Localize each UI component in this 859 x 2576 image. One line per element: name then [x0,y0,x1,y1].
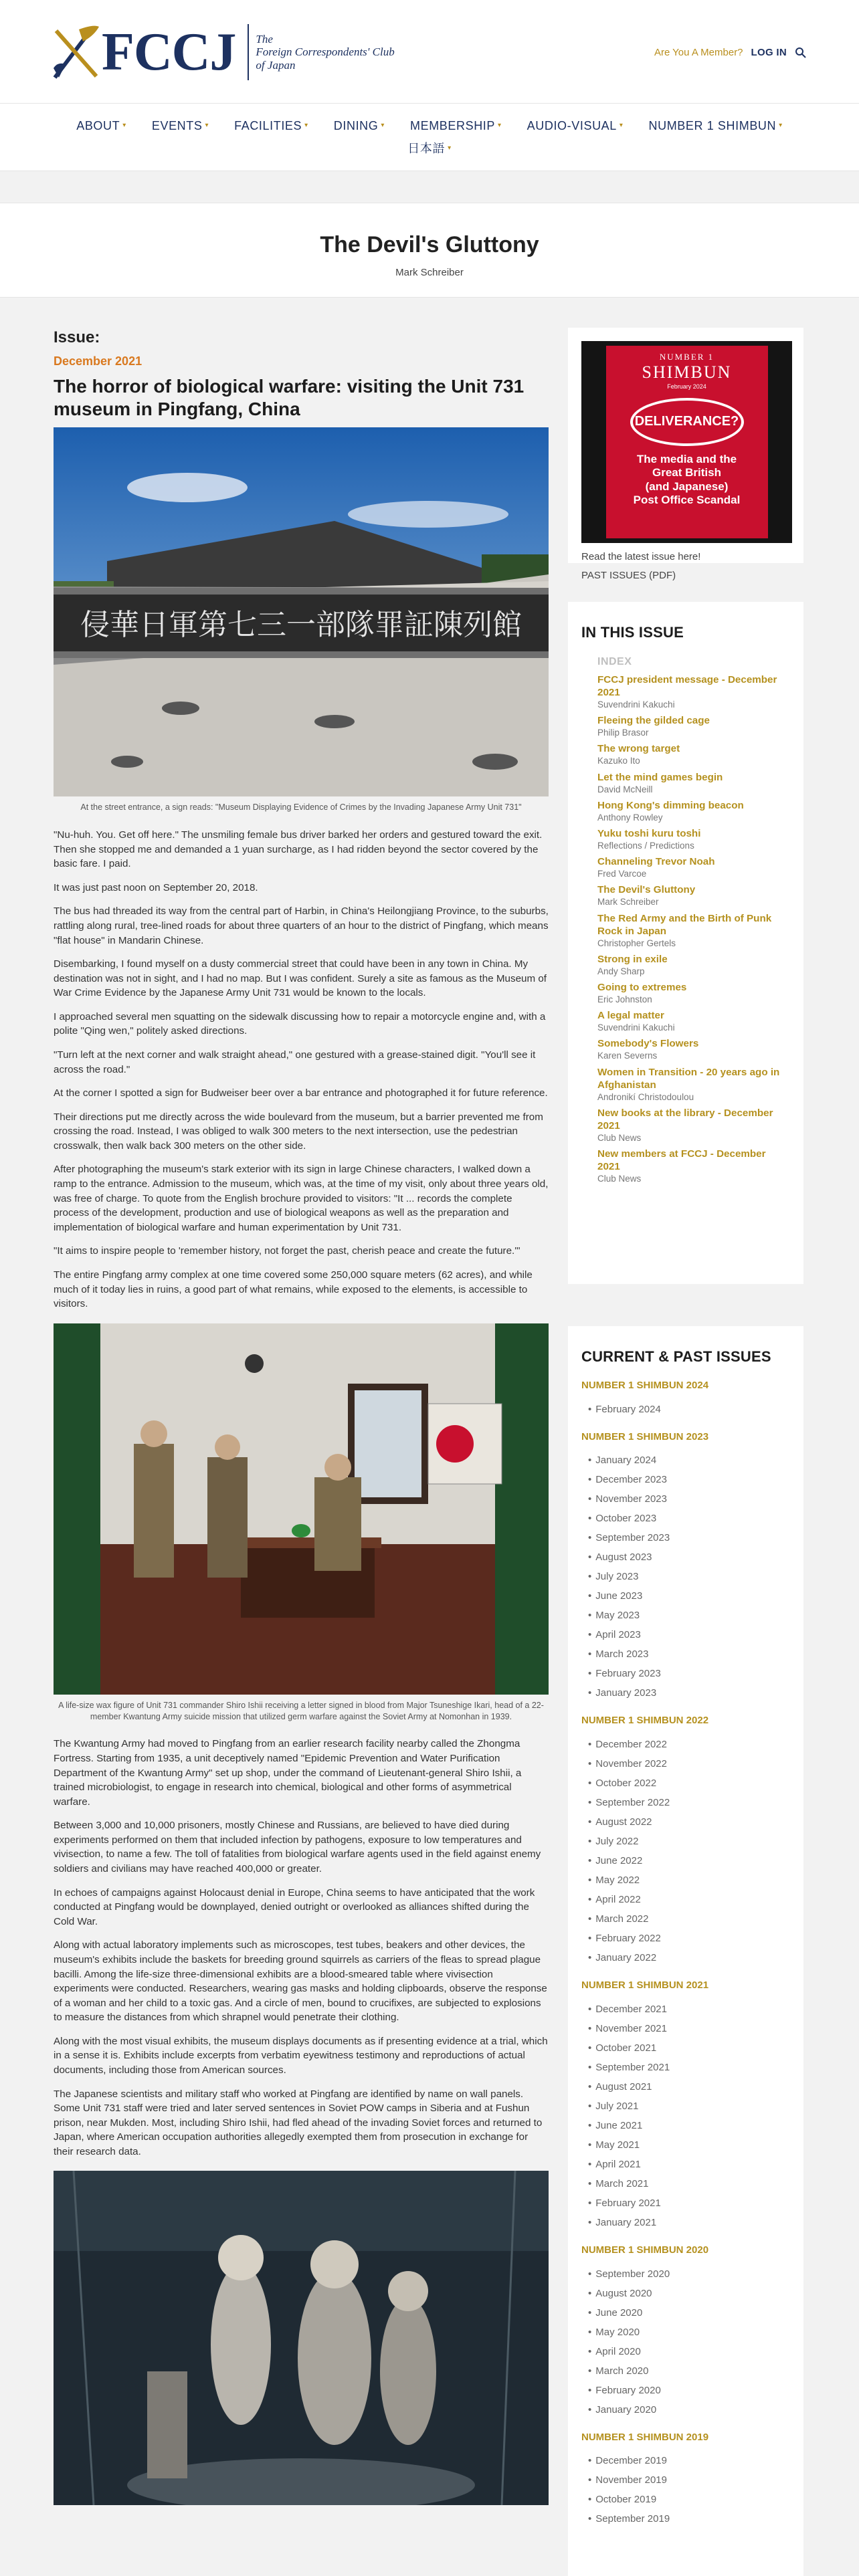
toc-item-title[interactable]: A legal matter [597,1010,664,1022]
toc-item-author: Reflections / Predictions [597,841,694,851]
nav-item-japanese[interactable] [407,140,451,157]
past-issue-month-link[interactable]: • April 2021 [588,2155,790,2174]
logo-text: FCCJ [102,23,236,82]
past-issue-year-heading[interactable]: NUMBER 1 SHIMBUN 2020 [581,2244,709,2256]
past-issue-month-link[interactable]: • June 2021 [588,2116,790,2135]
past-issue-month-link[interactable]: • June 2020 [588,2303,790,2323]
nav-item-about[interactable] [76,117,126,134]
in-this-issue-box [568,602,803,1284]
toc-item-author: Andronikí Christodoulou [597,1091,694,1102]
chevron-down-icon: ▾ [304,121,308,129]
past-issue-month-link[interactable]: • May 2021 [588,2135,790,2155]
nav-row [0,117,859,134]
article-paragraph: "Turn left at the next corner and walk straight ahead," one gestured with a grease-stained digit. "You'll see it across the road." [54,1049,536,1075]
toc-item-title[interactable]: The Devil's Gluttony [597,884,696,896]
toc-item-author: Philip Brasor [597,728,649,738]
article-paragraph: Between 3,000 and 10,000 prisoners, mostly Chinese and Russians, are believed to have died during experiments performed on them that included infection by pathogens, exposure to low temperatures and vivisection, to name a few. The toll of fatalities from biological warfare agents used in the field against enemy soldiers and civilians may have reached 400,000 or greater. [54,1820,541,1875]
nav-label: ABOUT [76,119,120,132]
toc-item [597,912,790,949]
toc-item-title[interactable]: Women in Transition - 20 years ago in Afghanistan [597,1066,780,1091]
login-link[interactable]: LOG IN [751,47,787,58]
past-issue-month-link[interactable]: • November 2021 [588,2019,790,2038]
issue-date[interactable]: December 2021 [54,354,142,368]
logo-subtitle [256,33,394,72]
toc-item [597,981,790,1005]
logo-sub-line: Foreign Correspondents' Club [256,45,395,59]
article-body-2 [54,1737,549,2159]
past-issues-heading: CURRENT & PAST ISSUES [581,1348,771,1365]
past-issue-month-link[interactable]: • October 2021 [588,2038,790,2058]
past-issue-month-link[interactable]: • September 2020 [588,2264,790,2284]
past-issue-month-list [581,1735,790,1967]
toc-item [597,799,790,823]
toc-item [597,714,790,738]
nav-item-facilities[interactable] [234,117,308,134]
toc-item [597,1037,790,1061]
past-issue-month-link[interactable]: • November 2023 [588,1489,790,1509]
toc-item-author: Club News [597,1132,642,1143]
past-issue-group [581,1978,790,2232]
toc-item-title[interactable]: Fleeing the gilded cage [597,715,710,727]
toc-item-author: Christopher Gertels [597,938,676,948]
past-issue-month-link[interactable]: • February 2023 [588,1664,790,1683]
toc-item-title[interactable]: Somebody's Flowers [597,1038,699,1050]
past-issues-pdf-link[interactable]: PAST ISSUES (PDF) [581,569,676,581]
toc-item-title[interactable]: Let the mind games begin [597,771,723,783]
past-issue-month-link[interactable]: • September 2021 [588,2058,790,2077]
article-paragraph: Along with actual laboratory implements such as microscopes, test tubes, beakers and other devices, the museum's exhibits include the baskets for breeding ground squirrels as carriers of the fleas to spread plague bacilli. Among the life-size three-dimensional exhibits are a blood-smeared table where vivisection experiments were conducted. Researchers, wearing gas masks and holding clipboards, observe the response of a woman and her child to a toxic gas. And a circle of men, bound to crucifixes, are subjected to explosions to measure the distances from which shrapnel would penetrate their clothing. [54,1939,547,2024]
logo-sub-line: of Japan [256,58,296,72]
logo-divider [248,24,249,80]
cover-masthead-shimbun: SHIMBUN [642,362,732,382]
past-issue-month-link[interactable]: • July 2022 [588,1832,790,1851]
past-issue-month-list [581,1451,790,1703]
photo-sign-text: 侵華日軍第七三一部隊罪証陳列館 [80,608,522,643]
page-title: The Devil's Gluttony [320,232,539,257]
chevron-down-icon: ▾ [779,121,783,129]
past-issue-month-link[interactable]: • July 2021 [588,2097,790,2116]
past-issue-month-link[interactable]: • December 2021 [588,2000,790,2019]
fccj-logo[interactable] [52,24,395,80]
chevron-down-icon: ▾ [619,121,624,129]
toc-item-title[interactable]: New members at FCCJ - December 2021 [597,1148,766,1172]
toc-item [597,1148,790,1184]
past-issue-month-link[interactable]: • January 2022 [588,1948,790,1967]
nav-label: NUMBER 1 SHIMBUN [648,119,777,132]
past-issue-month-link[interactable]: • May 2023 [588,1606,790,1625]
past-issue-month-link[interactable]: • February 2024 [588,1400,790,1419]
past-issue-month-link[interactable]: • April 2023 [588,1625,790,1644]
chevron-down-icon: ▾ [205,121,209,129]
past-issue-month-link[interactable]: • October 2023 [588,1509,790,1528]
article-paragraph: Along with the most visual exhibits, the museum displays documents as if presenting evidence at a trial, which in a sense it is. Exhibits include excerpts from verbatim eyewitness testimony and reproductions of actual documents, including those from American sources. [54,2035,548,2076]
cover-headline: DELIVERANCE? [630,398,744,446]
past-issue-year-heading[interactable]: NUMBER 1 SHIMBUN 2022 [581,1715,709,1727]
toc-item [597,1066,790,1103]
past-issue-month-link[interactable]: • October 2019 [588,2490,790,2509]
toc-item [597,883,790,907]
figure-museum-entrance [54,427,549,813]
logo-sub-line: The [256,32,273,45]
chevron-down-icon: ▾ [448,144,452,152]
past-issue-month-link[interactable]: • November 2019 [588,2470,790,2490]
page-author: Mark Schreiber [395,267,464,279]
article [54,326,549,2505]
toc-list [581,654,790,1184]
nav-label: DINING [333,119,379,132]
article-paragraph: The Kwantung Army had moved to Pingfang from an earlier research facility nearby called the Zhongma Fortress. Starting from 1935, a unit deceptively named "Epidemic Prevention and Water Purification Department of the Kwantung Army" set up shop, under the command of Lieutenant-general Shiro Ishii, a trained microbiologist, to engage in research into chemical, biological and other forms of asymmetrical warfare. [54,1738,522,1808]
toc-item [597,1107,790,1144]
toc-item-author: Suvendrini Kakuchi [597,700,675,710]
toc-item [597,953,790,977]
article-paragraph: At the corner I spotted a sign for Budweiser beer over a bar entrance and photographed it for future reference. [54,1087,548,1099]
toc-item-title[interactable]: The wrong target [597,743,680,755]
past-issue-year-heading[interactable]: NUMBER 1 SHIMBUN 2019 [581,2431,709,2443]
past-issue-month-link[interactable]: • May 2022 [588,1870,790,1890]
article-paragraph: After photographing the museum's stark exterior with its sign in large Chinese characters, I walked down a ramp to the entrance. Admission to the museum, which was, at the time of my visit, only about three years old, was free of charge. To quote from the English brochure provided to visitors: "It ... records the complete process of the development, production and use of biological weapons as well as the preparation and implementation of biological warfare and human experimentation by Unit 731. [54,1164,549,1233]
toc-item-title[interactable]: FCCJ president message - December 2021 [597,674,777,699]
in-this-issue-heading: IN THIS ISSUE [581,624,684,641]
latest-issue-box [568,328,803,581]
nav-item-number1-shimbun[interactable] [649,117,783,134]
past-issue-year-heading[interactable]: NUMBER 1 SHIMBUN 2023 [581,1430,709,1442]
toc-item-author: Karen Severns [597,1051,658,1061]
article-paragraph: The entire Pingfang army complex at one time covered some 250,000 square meters (62 acres), and while much of it today lies in ruins, a good part of what remains, while exposed to the elements, is accessible to visitors. [54,1269,533,1310]
past-issue-month-link[interactable]: • December 2023 [588,1470,790,1489]
museum-entrance-photo [54,427,549,796]
past-issue-month-link[interactable]: • September 2022 [588,1793,790,1812]
wax-figure-photo [54,1323,549,1695]
past-issue-year-heading[interactable]: NUMBER 1 SHIMBUN 2021 [581,1979,709,1992]
past-issue-month-link[interactable]: • January 2021 [588,2213,790,2232]
past-issue-month-link[interactable]: • October 2022 [588,1774,790,1793]
article-paragraph: Disembarking, I found myself on a dusty commercial street that could have been in any town in China. My destination was not in sight, and I had no map. But I was confident. Surely a site as famous as the Museum of War Crime Evidence by the Japanese Army Unit 731 would be known to the locals. [54,958,547,999]
past-issue-month-link[interactable]: • August 2020 [588,2284,790,2303]
cover-subhead-line: The media and the [636,452,737,465]
past-issue-group [581,2243,790,2420]
past-issue-group [581,2430,790,2529]
past-issue-month-link[interactable]: • November 2022 [588,1754,790,1774]
toc-item [597,1009,790,1033]
article-paragraph: In echoes of campaigns against Holocaust denial in Europe, China seems to have anticipated that the work conducted at Pingfang would be downplayed, denied outright or overlooked as alliances shifted during the Cold War. [54,1887,535,1927]
past-issue-year-heading[interactable]: NUMBER 1 SHIMBUN 2024 [581,1379,709,1391]
chevron-down-icon: ▾ [381,121,385,129]
nav-item-membership[interactable] [410,117,502,134]
spacer [0,171,859,203]
past-issue-month-link[interactable]: • March 2022 [588,1909,790,1929]
past-issue-month-list [581,2264,790,2420]
search-icon[interactable] [795,47,807,59]
past-issue-month-link[interactable]: • September 2019 [588,2509,790,2529]
past-issue-month-link[interactable]: • February 2020 [588,2381,790,2400]
toc-item-title[interactable]: Yuku toshi kuru toshi [597,828,701,840]
stamp-cover [606,346,768,538]
nav-item-audio-visual[interactable] [527,117,624,134]
past-issue-month-list [581,2451,790,2529]
article-body-1 [54,828,549,1311]
toc-item-author: Suvendrini Kakuchi [597,1023,675,1033]
toc-item-title[interactable]: Hong Kong's dimming beacon [597,799,744,811]
site-header [0,0,859,104]
main-nav [0,104,859,171]
past-issue-month-link[interactable]: • August 2021 [588,2077,790,2097]
past-issue-month-link[interactable]: • March 2021 [588,2174,790,2193]
cover-subhead [606,453,768,508]
past-issue-month-link[interactable]: • March 2023 [588,1644,790,1664]
toc-item [597,855,790,879]
article-paragraph: Their directions put me directly across the wide boulevard from the museum, but a barrier prevented me from crossing the road. Instead, I was obliged to walk 300 meters to the next intersection, use the pedestrian crosswalk, then walk back 300 meters on the other side. [54,1111,543,1152]
chevron-down-icon: ▾ [498,121,502,129]
read-latest-link[interactable]: Read the latest issue here! [581,551,701,562]
nav-label: MEMBERSHIP [410,119,496,132]
cover-subhead-line: Post Office Scandal [633,494,741,507]
header-actions [654,45,807,60]
issue-label: Issue: [54,328,100,346]
toc-item [597,827,790,851]
toc-item [597,771,790,795]
figure-wax-figures [54,1323,549,1723]
nav-row [0,140,859,157]
past-issue-month-link[interactable]: • July 2023 [588,1567,790,1586]
exhibit-photo [54,2171,549,2505]
past-issue-month-link[interactable]: • April 2020 [588,2342,790,2361]
nav-label: EVENTS [151,119,203,132]
cover-masthead-number: NUMBER 1 [659,352,714,362]
cover-subhead-line: Great British [652,466,721,479]
past-issue-month-link[interactable]: • June 2023 [588,1586,790,1606]
past-issue-month-link[interactable]: • February 2021 [588,2193,790,2213]
article-paragraph: I approached several men squatting on the sidewalk discussing how to repair a motorcycle engine and, with a polite "Qing wen," politely asked directions. [54,1010,546,1037]
article-paragraph: "Nu-huh. You. Get off here." The unsmiling female bus driver barked her orders and gestured toward the exit. Then she stopped me and demanded a 1 yuan surcharge, as I had ridden beyond the sector covered by the basic fare. I paid. [54,829,543,870]
article-paragraph: "It aims to inspire people to 'remember history, not forget the past, cherish peace and create the future.'" [54,1245,520,1257]
past-issue-month-link[interactable]: • September 2023 [588,1528,790,1547]
past-issue-month-list [581,1400,790,1419]
toc-item-title[interactable]: Channeling Trevor Noah [597,856,715,868]
toc-index-label[interactable]: INDEX [597,655,632,667]
cover-date: February 2024 [667,383,706,390]
cover-subhead-line: (and Japanese) [645,479,729,493]
member-question-link[interactable]: Are You A Member? [654,47,743,58]
article-paragraph: The bus had threaded its way from the central part of Harbin, in China's Heilongjiang Province, to the suburbs, rattling along rural, tree-lined roads for about three quarters of an hour to the district of Pingfang, which means "flat house" in Mandarin Chinese. [54,905,549,946]
toc-item [597,673,790,710]
toc-item-author: Club News [597,1173,642,1184]
past-issue-month-link[interactable]: • January 2023 [588,1683,790,1703]
past-issue-group [581,1430,790,1703]
page-title-band [0,203,859,298]
toc-item-title[interactable]: The Red Army and the Birth of Punk Rock in Japan [597,912,772,937]
past-issue-month-link[interactable]: • December 2019 [588,2451,790,2470]
past-issues-groups [581,1378,790,2529]
latest-issue-cover[interactable] [581,341,792,543]
toc-item-author: Andy Sharp [597,966,645,976]
article-paragraph: The Japanese scientists and military staff who worked at Pingfang are identified by name on wall panels. Some Unit 731 staff were tried and later served sentences in Soviet POW camps in Siberia and at Fushun prison, near Mukden. Most, including Shiro Ishii, had fled ahead of the invading Soviet forces and returned to Japan, where American occupation authorities allegedly exempted them from prosecution in exchange for their research data. [54,2088,543,2157]
toc-item-title[interactable]: Going to extremes [597,981,687,993]
nav-label: FACILITIES [234,119,302,132]
nav-label: AUDIO-VISUAL [527,119,617,132]
past-issue-month-link[interactable]: • February 2022 [588,1929,790,1948]
toc-item [597,742,790,766]
past-issue-month-link[interactable]: • August 2023 [588,1547,790,1567]
past-issue-month-link[interactable]: • January 2020 [588,2400,790,2420]
past-issue-month-link[interactable]: • April 2022 [588,1890,790,1909]
past-issue-month-link[interactable]: • January 2024 [588,1451,790,1470]
past-issue-month-link[interactable]: • August 2022 [588,1812,790,1832]
toc-item-author: Fred Varcoe [597,869,647,879]
toc-item-author: David McNeill [597,784,653,794]
past-issues-box [568,1326,803,2576]
past-issue-month-list [581,2000,790,2232]
past-issue-month-link[interactable]: • May 2020 [588,2323,790,2342]
past-issue-month-link[interactable]: • December 2022 [588,1735,790,1754]
content-wrap [0,298,859,2571]
nav-item-dining[interactable] [334,117,385,134]
toc-item-author: Kazuko Ito [597,756,640,766]
toc-item-title[interactable]: Strong in exile [597,953,668,965]
photo-caption: A life-size wax figure of Unit 731 commander Shiro Ishii receiving a letter signed in blood from Major Tsuneshige Ikari, head of a 22-member Kwantung Army suicide mission that utilized germ warfare against the Soviet Army at Nomonhan in 1939. [58,1700,544,1721]
nav-item-events[interactable] [152,117,209,134]
past-issue-month-link[interactable]: • March 2020 [588,2361,790,2381]
nav-label: 日本語 [407,142,446,156]
quill-pen-icon [52,24,100,80]
past-issue-group [581,1713,790,1967]
figure-exhibit [54,2171,549,2505]
toc-item-author: Anthony Rowley [597,812,663,823]
past-issue-group [581,1378,790,1419]
article-title: The horror of biological warfare: visiting the Unit 731 museum in Pingfang, China [54,375,524,420]
toc-item-author: Eric Johnston [597,994,652,1004]
chevron-down-icon: ▾ [122,121,126,129]
toc-item-author: Mark Schreiber [597,897,659,907]
toc-item-title[interactable]: New books at the library - December 2021 [597,1107,773,1132]
past-issue-month-link[interactable]: • June 2022 [588,1851,790,1870]
article-paragraph: It was just past noon on September 20, 2018. [54,881,258,893]
photo-caption: At the street entrance, a sign reads: "Museum Displaying Evidence of Crimes by the Invading Japanese Army Unit 731" [80,802,522,813]
